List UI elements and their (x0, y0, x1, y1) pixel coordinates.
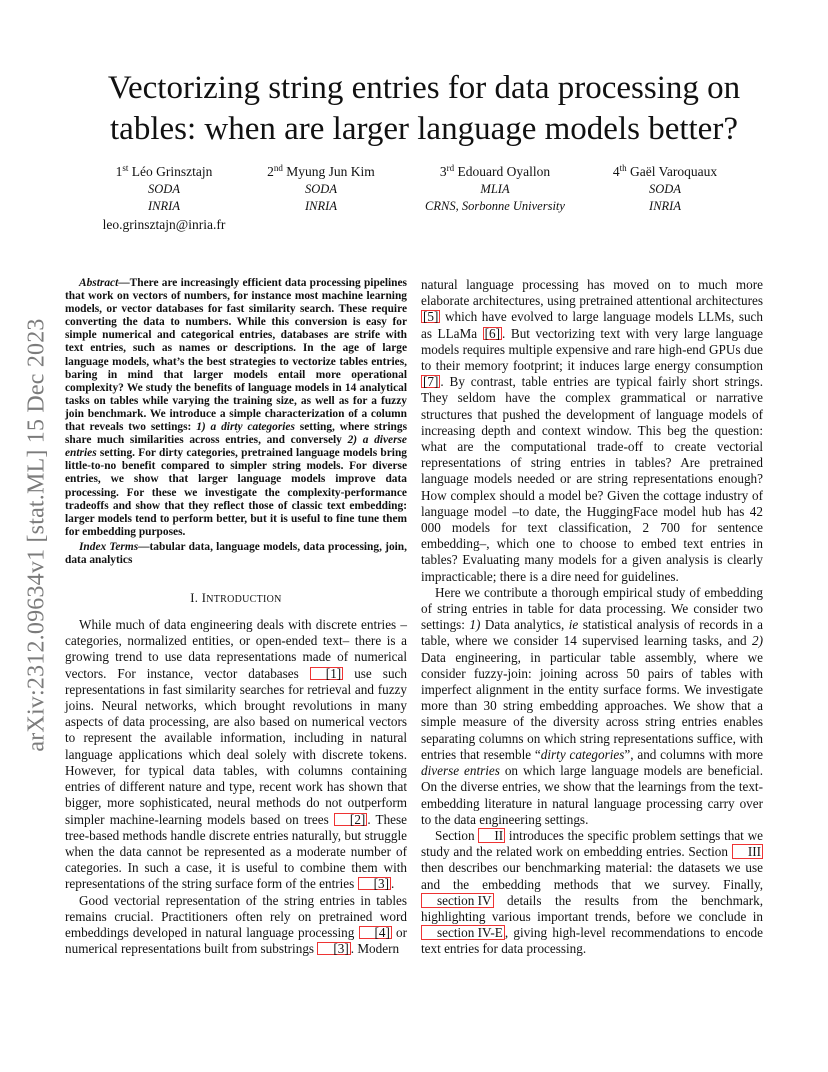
author-4 (613, 163, 717, 216)
author-ordinal: 1 (115, 164, 123, 179)
body-text: or numerical representations built from substrings (65, 924, 407, 957)
intro-paragraph-4 (421, 585, 763, 828)
author-affiliation: INRIA (148, 199, 180, 213)
author-ordinal-suffix: nd (273, 163, 283, 173)
body-text: . These tree-based methods handle discrete entries naturally, but struggle when the data cannot be represented as a moderate number of categories. In such a case, it is useful to combine them with representations of the string surface form of the entries (65, 811, 408, 892)
body-text: , giving high-level recommendations to encode text entries for data processing. (421, 925, 763, 957)
body-text: then describes our benchmarking material: the datasets we use and the embedding methods that we survey. Finally, (421, 860, 763, 892)
citation-link[interactable]: [6] (484, 325, 501, 341)
author-1 (103, 163, 226, 233)
author-email: leo.grinsztajn@inria.fr (102, 216, 226, 232)
body-text: natural language processing has moved on to much more elaborate architectures, using pretrained attentional architectures (421, 277, 763, 309)
emphasis-text: 2) (752, 633, 763, 649)
body-text: Data analytics, (480, 617, 569, 633)
right-column (421, 277, 763, 958)
arxiv-identifier: arXiv:2312.09634v1 [stat.ML] 15 Dec 2023 (23, 318, 50, 752)
body-text: Here we contribute a thorough empirical study of embedding of string entries in table for data processing. We consider two settings: (421, 584, 763, 633)
body-text: use such representations in fast similarity searches for retrieval and fuzzy joins. Neural networks, which brought revolutions in many aspects of data processing, are also based on numerical vectors to represent the available information, including in natural language applications which deal solely with discrete tokens. However, for typical data tables, with columns containing entries of different nature and type, recent work has shown that bigger, more sophisticated, neural methods do not outperform simpler machine-learning models based on trees (65, 665, 407, 827)
body-text: . Modern (350, 941, 400, 957)
abstract-emphasis: a dirty categories (210, 421, 295, 434)
body-text: on which large language models are beneficial. On the diverse entries, we show that the learnings from the text-embedding literature in natural language processing carry over to the data engineering settings. (421, 763, 763, 827)
author-3 (425, 163, 565, 216)
body-text: which have evolved to large language models LLMs, such as LLaMa (421, 309, 763, 341)
left-column (65, 277, 407, 957)
author-affiliation: SODA (305, 181, 337, 196)
abstract-emphasis: 2) (347, 434, 358, 447)
author-ordinal: 4 (612, 164, 620, 179)
emphasis-text: diverse entries (421, 763, 500, 779)
citation-link[interactable]: [3] (317, 942, 350, 955)
author-affiliation: SODA (649, 181, 681, 196)
title-line-2: tables: when are larger language models better? (110, 111, 738, 147)
citation-link[interactable]: [3] (358, 877, 391, 890)
section-title-rest: NTRODUCTION (206, 594, 282, 606)
author-2 (267, 163, 375, 216)
author-ordinal: 3 (439, 164, 447, 179)
abstract-text: —There are increasingly efficient data processing pipelines that work on vectors of numbers, for instance most machine learning models, or vector databases for fast similarity search. These require converting the data to numbers. While this conversion is easy for simple numerical and categorical entries, databases are strife with text entries, such as names or descriptions. In the age of large language models, what’s the best strategies to vectorize tables entries, baring in mind that larger models entail more operational complexity? We study the benefits of language models in 14 analytical tasks on tables while varying the training size, as well as for a fuzzy join benchmark. We introduce a simple characterization of a column that reveals two settings: (65, 277, 407, 434)
body-text: . By contrast, table entries are typical fairly short strings. They seldom have the complex grammatical or narrative structures that pushed the development of language models of increasing depth and context window. This beg the question: what are the computational trade-off to create vectorial representations of string entries in tables? Are pretrained language models needed or are string representations enough? How complex should a model be? Given the cottage industry of language model –to date, the HuggingFace model hub has 42 000 models for text classification, 2 700 for sentence embedding–, which one to choose to embed text entries in tables? Evaluating many models for a given analysis is clearly impracticable; there is a dire need for guidelines. (421, 374, 763, 584)
emphasis-text: ie (568, 617, 579, 633)
abstract-label: Abstract (79, 277, 119, 289)
section-title-initial: I (201, 591, 207, 606)
author-affiliation: MLIA (480, 181, 510, 196)
abstract-emphasis: 1) (196, 421, 206, 434)
citation-link[interactable]: [7] (423, 374, 439, 390)
citation-link[interactable]: [1] (310, 667, 343, 680)
body-text: . (390, 876, 395, 892)
abstract-text: setting. For dirty categories, pretrained language models bring little-to-no benefit compared to simpler string models. For diverse entries, we show that larger language models improve data processing. For these we investigate the complexity-performance tradeoffs and show that they reflect those of classic text embedding: larger models tend to perform better, but it is useful to fine tune them for embedding purposes. (65, 447, 407, 538)
author-affiliation: CRNS, Sorbonne University (425, 199, 565, 213)
author-ordinal-suffix: th (619, 163, 627, 173)
section-link[interactable]: III (732, 844, 763, 859)
index-terms-label: Index Terms (79, 540, 139, 553)
section-number: I. (190, 591, 199, 606)
author-affiliation: SODA (148, 181, 180, 196)
author-ordinal-suffix: rd (446, 163, 455, 173)
body-text: ”, and columns with more (624, 746, 763, 762)
body-text: Data engineering, in particular table assembly, where we consider fuzzy-join: joining across 50 pairs of tables with imperfect alignment in the entity surface forms. We investigate more than 30 string embedding approaches. We show that a simple measure of the diversity across string entries enables separating columns on which string representations suffice, with entries that resemble “ (421, 649, 763, 762)
body-text: introduces the specific problem settings that we study and the related work on embedding entries. Section (421, 827, 763, 860)
intro-paragraph-3 (421, 277, 763, 585)
intro-paragraph-1 (65, 617, 407, 892)
section-link[interactable]: section IV (421, 893, 494, 908)
section-heading-introduction (65, 591, 407, 606)
body-text: details the results from the benchmark, highlighting various important trends, before we conclude in (421, 892, 763, 924)
section-link[interactable]: section IV-E (421, 925, 505, 940)
body-text: While much of data engineering deals with discrete entries –categories, normalized entities, or open-ended text– there is a growing trend to use data representations made of numerical vectors. For instance, vector databases (65, 617, 407, 681)
emphasis-text: 1) (469, 617, 481, 633)
index-terms-text: —tabular data, language models, data processing, join, data analytics (65, 540, 407, 566)
author-affiliation: INRIA (649, 199, 681, 213)
emphasis-text: dirty categories (540, 746, 625, 762)
intro-paragraph-2 (65, 893, 407, 958)
body-text: . But vectorizing text with very large language models requires multiple expensive and rare high-end GPUs due to their memory footprint; it induces large energy consumption (421, 325, 763, 374)
citation-link[interactable]: [5] (423, 309, 439, 325)
author-name: Myung Jun Kim (286, 164, 375, 179)
paper-title (60, 68, 788, 150)
author-ordinal-suffix: st (122, 163, 129, 173)
index-terms (65, 541, 407, 567)
body-text: Good vectorial representation of the string entries in tables remains crucial. Practitioners often rely on pretrained word embeddings developed in natural language processing (65, 892, 407, 940)
arxiv-sidebar (20, 275, 54, 795)
abstract (65, 277, 407, 539)
body-text: statistical analysis of records in a table, where we consider 14 supervised learning tasks, and (421, 617, 764, 649)
intro-paragraph-5 (421, 828, 763, 958)
author-affiliation: INRIA (305, 199, 337, 213)
author-ordinal: 2 (267, 164, 274, 179)
author-name: Edouard Oyallon (457, 164, 551, 179)
author-name: Léo Grinsztajn (131, 164, 213, 179)
body-text: Section (435, 827, 479, 843)
abstract-text: setting, where strings share much similarities across entries, and conversely (65, 421, 408, 447)
title-line-1: Vectorizing string entries for data processing on (107, 70, 741, 106)
citation-link[interactable]: [4] (359, 926, 392, 939)
citation-link[interactable]: [2] (334, 813, 367, 826)
abstract-emphasis: a diverse entries (65, 434, 407, 460)
author-name: Gaël Varoquaux (630, 164, 718, 179)
section-link[interactable]: II (478, 828, 505, 843)
